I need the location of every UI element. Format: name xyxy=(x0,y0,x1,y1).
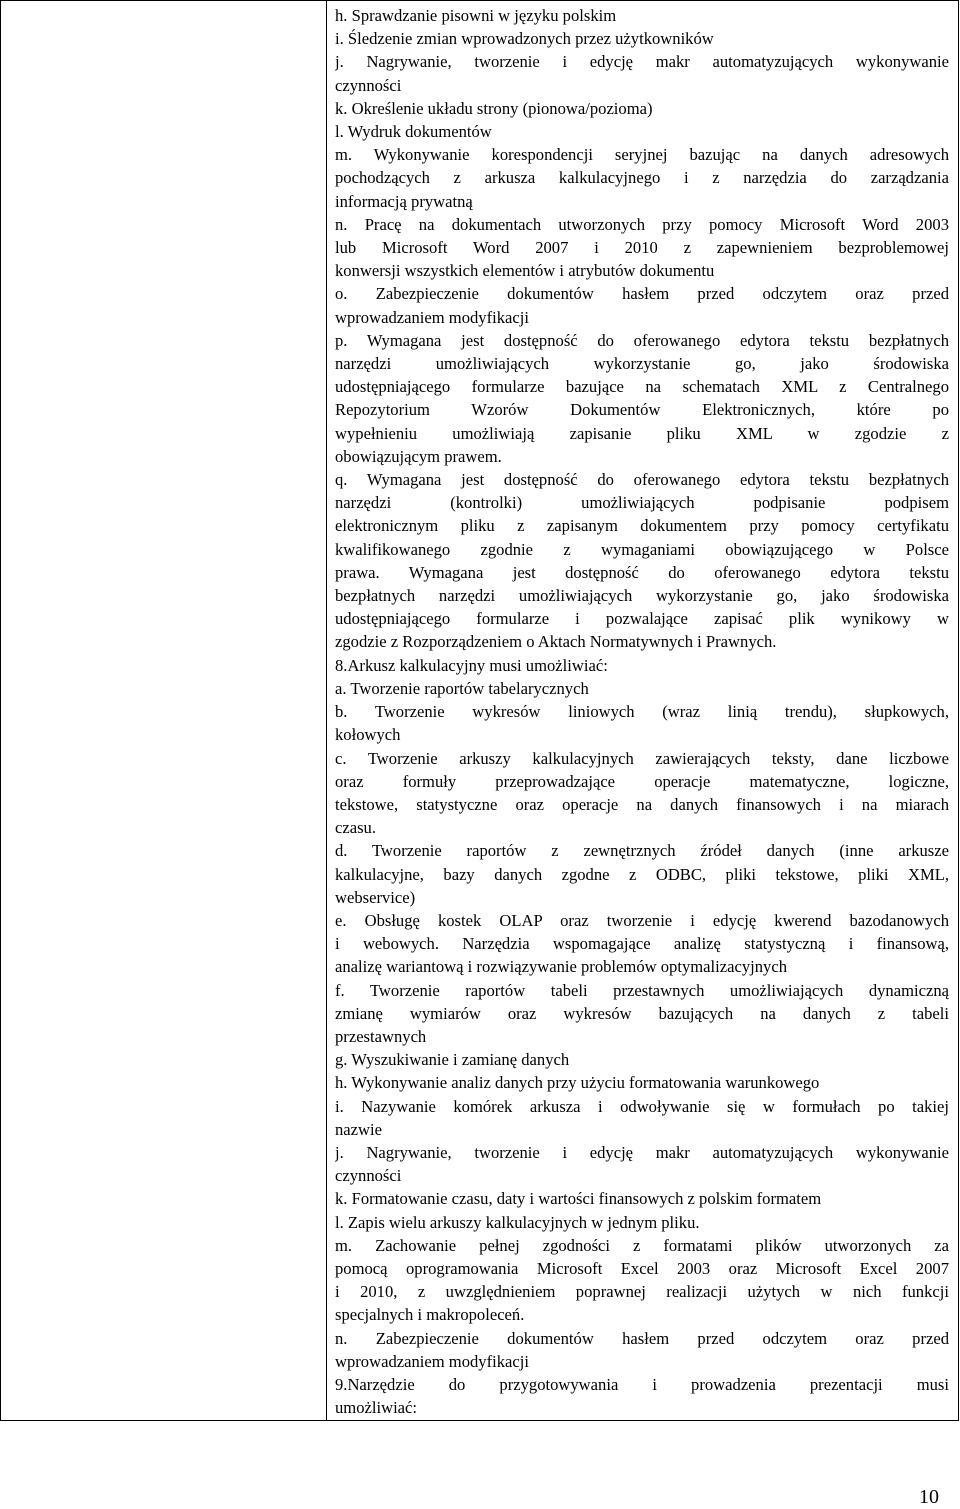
text-line: j. Nagrywanie, tworzenie i edycję makr automatyzujących wykonywanie xyxy=(335,1142,949,1162)
text-line: kołowych xyxy=(335,725,401,745)
text-line: k. Określenie układu strony (pionowa/pozioma) xyxy=(335,98,653,118)
text-line: oraz formuły przeprowadzające operacje matematyczne, logiczne, xyxy=(335,771,949,791)
text-line: m. Wykonywanie korespondencji seryjnej bazując na danych adresowych xyxy=(335,145,949,165)
text-line: specjalnych i makropoleceń. xyxy=(335,1305,525,1325)
text-line: d. Tworzenie raportów z zewnętrznych źródeł danych (inne arkusze xyxy=(335,841,949,861)
text-line: webservice) xyxy=(335,887,416,907)
text-line: i webowych. Narzędzia wspomagające analizę statystyczną i finansową, xyxy=(335,934,949,954)
text-line: elektronicznym pliku z zapisanym dokumentem przy pomocy certyfikatu xyxy=(335,516,949,536)
text-line: 9.Narzędzie do przygotowywania i prowadzenia prezentacji musi xyxy=(335,1374,949,1394)
text-line: kalkulacyjne, bazy danych zgodne z ODBC, pliki tekstowe, pliki XML, xyxy=(335,864,949,884)
text-line: h. Wykonywanie analiz danych przy użyciu formatowania warunkowego xyxy=(335,1073,820,1093)
text-line: q. Wymagana jest dostępność do oferowanego edytora tekstu bezpłatnych xyxy=(335,470,949,490)
text-line: h. Sprawdzanie pisowni w języku polskim xyxy=(335,6,617,25)
text-line: informacją prywatną xyxy=(335,191,473,211)
text-line: l. Zapis wielu arkuszy kalkulacyjnych w jednym pliku. xyxy=(335,1212,700,1232)
text-line: i 2010, z uwzględnieniem poprawnej realizacji użytych w nich funkcji xyxy=(335,1282,949,1302)
text-line: zmianę wymiarów oraz wykresów bazujących na danych z tabeli xyxy=(335,1003,949,1023)
text-line: wypełnieniu umożliwiają zapisanie pliku XML w zgodzie z xyxy=(335,423,949,443)
text-line: j. Nagrywanie, tworzenie i edycję makr automatyzujących wykonywanie xyxy=(335,52,949,72)
text-line: n. Pracę na dokumentach utworzonych przy pomocy Microsoft Word 2003 xyxy=(335,214,949,234)
text-line: i. Nazywanie komórek arkusza i odwoływanie się w formułach po takiej xyxy=(335,1096,949,1116)
text-line: udostępniającego formularze i pozwalające zapisać plik wynikowy w xyxy=(335,609,949,629)
page-number: 10 xyxy=(919,1486,939,1508)
text-line: analizę wariantową i rozwiązywanie problemów optymalizacyjnych xyxy=(335,957,787,977)
empty-left-cell xyxy=(1,1,327,1421)
text-line: pochodzących z arkusza kalkulacyjnego i z narzędzia do zarządzania xyxy=(335,168,949,188)
text-line: lub Microsoft Word 2007 i 2010 z zapewnieniem bezproblemowej xyxy=(335,238,949,258)
text-line: narzędzi (kontrolki) umożliwiających podpisanie podpisem xyxy=(335,493,949,513)
text-line: b. Tworzenie wykresów liniowych (wraz linią trendu), słupkowych, xyxy=(335,702,949,722)
text-line: wprowadzaniem modyfikacji xyxy=(335,307,529,327)
text-line: 8.Arkusz kalkulacyjny musi umożliwiać: xyxy=(335,655,608,675)
text-line: umożliwiać: xyxy=(335,1398,418,1418)
text-line: wprowadzaniem modyfikacji xyxy=(335,1351,529,1371)
text-line: pomocą oprogramowania Microsoft Excel 2003 oraz Microsoft Excel 2007 xyxy=(335,1258,949,1278)
requirements-list xyxy=(335,4,949,1419)
text-line: m. Zachowanie pełnej zgodności z formatami plików utworzonych za xyxy=(335,1235,949,1255)
text-line: nazwie xyxy=(335,1119,382,1139)
text-line: prawa. Wymagana jest dostępność do oferowanego edytora tekstu xyxy=(335,562,949,582)
text-line: l. Wydruk dokumentów xyxy=(335,122,492,142)
text-line: czynności xyxy=(335,1166,402,1186)
text-line: p. Wymagana jest dostępność do oferowanego edytora tekstu bezpłatnych xyxy=(335,330,949,350)
text-line: bezpłatnych narzędzi umożliwiających wykorzystanie go, jako środowiska xyxy=(335,586,949,606)
text-line: c. Tworzenie arkuszy kalkulacyjnych zawierających teksty, dane liczbowe xyxy=(335,748,949,768)
text-line: e. Obsługę kostek OLAP oraz tworzenie i edycję kwerend bazodanowych xyxy=(335,910,949,930)
text-line: kwalifikowanego zgodnie z wymaganiami obowiązującego w Polsce xyxy=(335,539,949,559)
text-line: a. Tworzenie raportów tabelarycznych xyxy=(335,678,589,698)
text-line: o. Zabezpieczenie dokumentów hasłem przed odczytem oraz przed xyxy=(335,284,949,304)
text-line: konwersji wszystkich elementów i atrybutów dokumentu xyxy=(335,261,715,281)
text-line: obowiązującym prawem. xyxy=(335,446,502,466)
requirements-text-cell xyxy=(327,1,959,1421)
text-line: k. Formatowanie czasu, daty i wartości finansowych z polskim formatem xyxy=(335,1189,822,1209)
text-line: Repozytorium Wzorów Dokumentów Elektronicznych, które po xyxy=(335,400,949,420)
table-row xyxy=(1,1,959,1421)
text-line: tekstowe, statystyczne oraz operacje na danych finansowych i na miarach xyxy=(335,794,949,814)
text-line: udostępniającego formularze bazujące na schematach XML z Centralnego xyxy=(335,377,949,397)
text-line: czynności xyxy=(335,75,402,95)
text-line: przestawnych xyxy=(335,1026,427,1046)
text-line: narzędzi umożliwiających wykorzystanie go, jako środowiska xyxy=(335,354,949,374)
text-line: f. Tworzenie raportów tabeli przestawnych umożliwiających dynamiczną xyxy=(335,980,949,1000)
text-line: n. Zabezpieczenie dokumentów hasłem przed odczytem oraz przed xyxy=(335,1328,949,1348)
text-line: zgodzie z Rozporządzeniem o Aktach Normatywnych i Prawnych. xyxy=(335,632,777,652)
text-line: g. Wyszukiwanie i zamianę danych xyxy=(335,1050,570,1070)
text-line: i. Śledzenie zmian wprowadzonych przez użytkowników xyxy=(335,29,714,49)
text-line: czasu. xyxy=(335,818,376,838)
